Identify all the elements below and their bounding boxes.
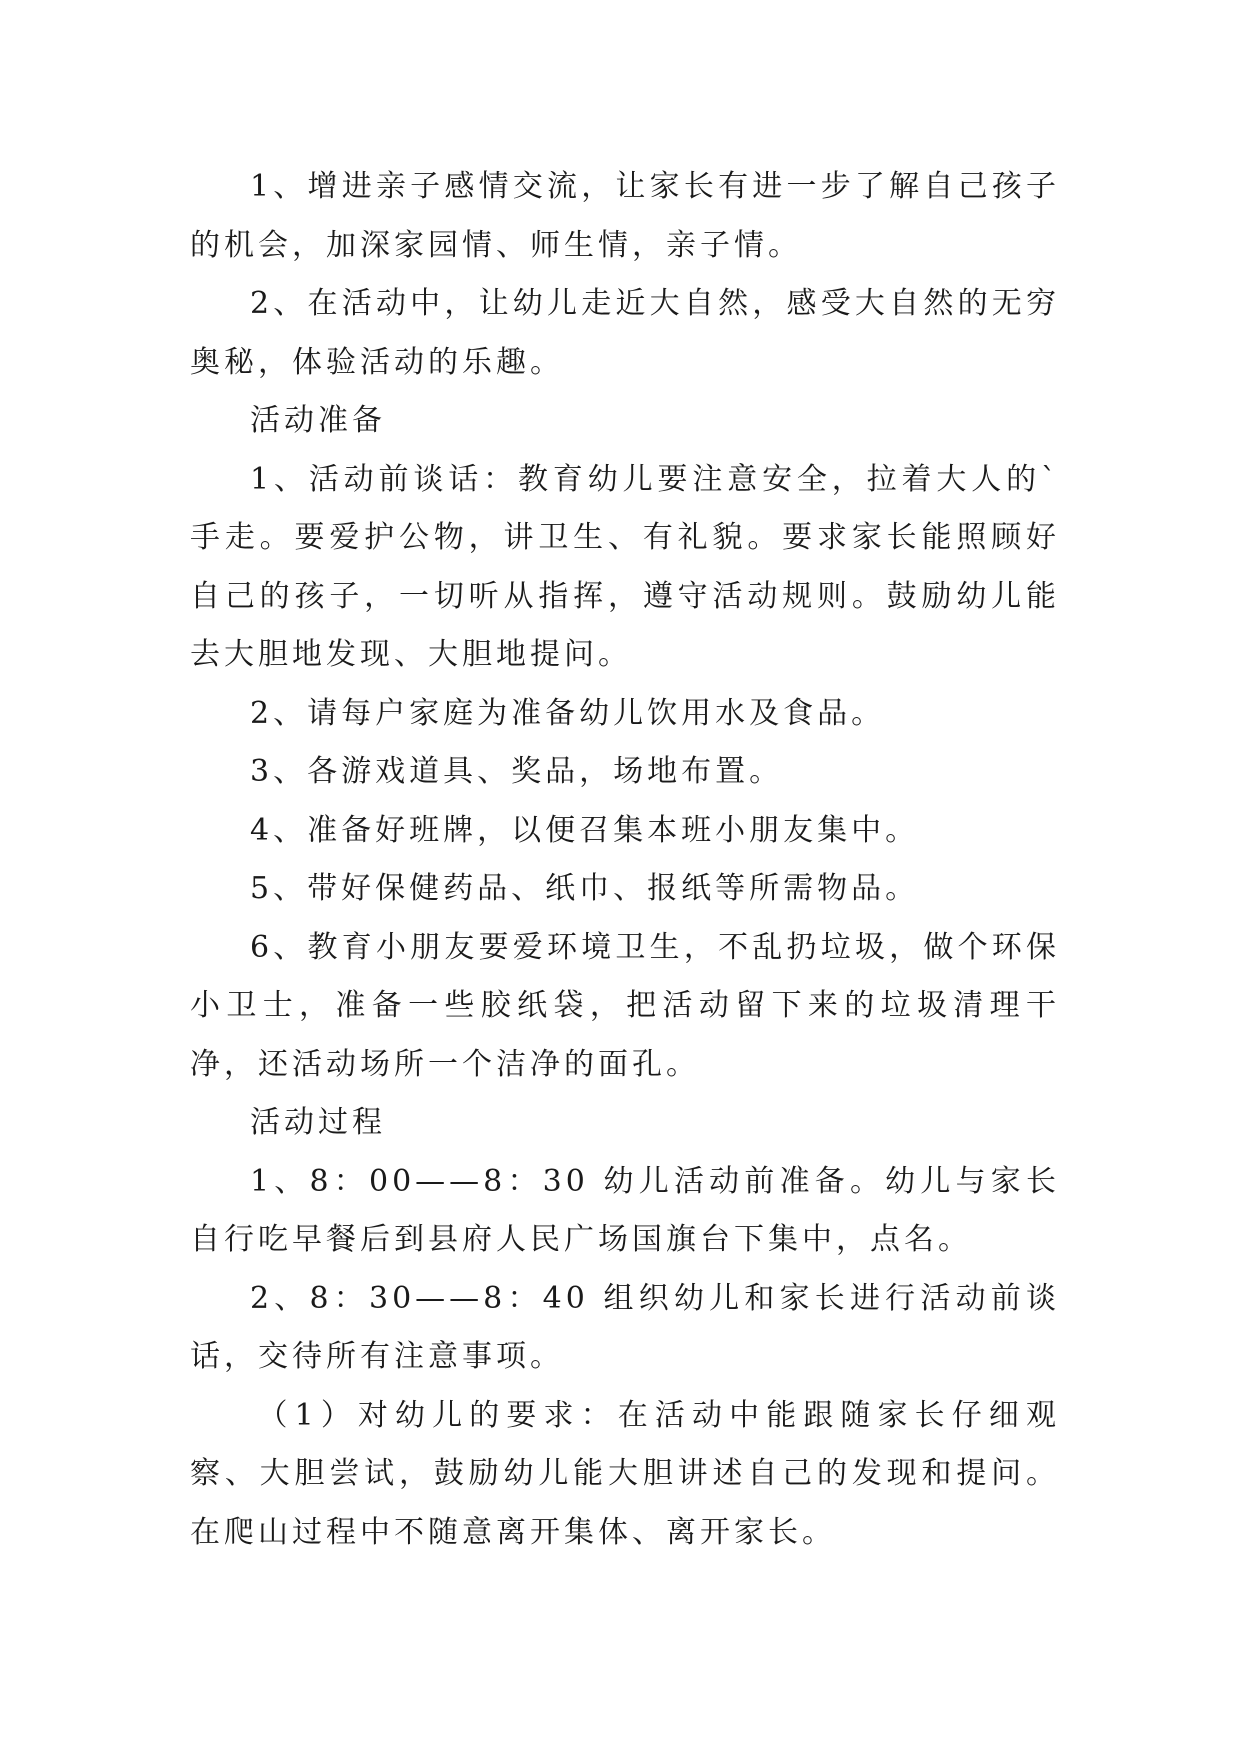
document-body [190,158,1060,1562]
paragraph-prep-2: 2、请每户家庭为准备幼儿饮用水及食品。 [250,695,886,731]
paragraph-process-1: 1、8：00——8：30 幼儿活动前准备。幼儿与家长自行吃早餐后到县府人民广场国旗台下集中，点名。 [190,1163,1060,1257]
paragraph-prep-3: 3、各游戏道具、奖品，场地布置。 [250,754,784,789]
section-heading-preparation: 活动准备 [250,403,386,438]
paragraph-prep-5: 5、带好保健药品、纸巾、报纸等所需物品。 [250,871,920,906]
paragraph-process-2: 2、8：30——8：40 组织幼儿和家长进行活动前谈话，交待所有注意事项。 [190,1280,1060,1374]
paragraph-prep-1: 1、活动前谈话：教育幼儿要注意安全，拉着大人的`手走。要爱护公物，讲卫生、有礼貌。要求家长能照顾好自己的孩子，一切听从指挥，遵守活动规则。鼓励幼儿能去大胆地发现、大胆地提问。 [190,461,1060,672]
paragraph-prep-4: 4、准备好班牌，以便召集本班小朋友集中。 [250,812,920,848]
paragraph-goal-1: 1、增进亲子感情交流，让家长有进一步了解自己孩子的机会，加深家园情、师生情，亲子情。 [190,169,1060,263]
paragraph-process-2-1: （1）对幼儿的要求：在活动中能跟随家长仔细观察、大胆尝试，鼓励幼儿能大胆讲述自己的发现和提问。在爬山过程中不随意离开集体、离开家长。 [190,1397,1060,1550]
section-heading-process: 活动过程 [250,1105,386,1140]
paragraph-goal-2: 2、在活动中，让幼儿走近大自然，感受大自然的无穷奥秘，体验活动的乐趣。 [190,286,1060,380]
paragraph-prep-6: 6、教育小朋友要爱环境卫生，不乱扔垃圾，做个环保小卫士，准备一些胶纸袋，把活动留下来的垃圾清理干净，还活动场所一个洁净的面孔。 [190,929,1060,1082]
